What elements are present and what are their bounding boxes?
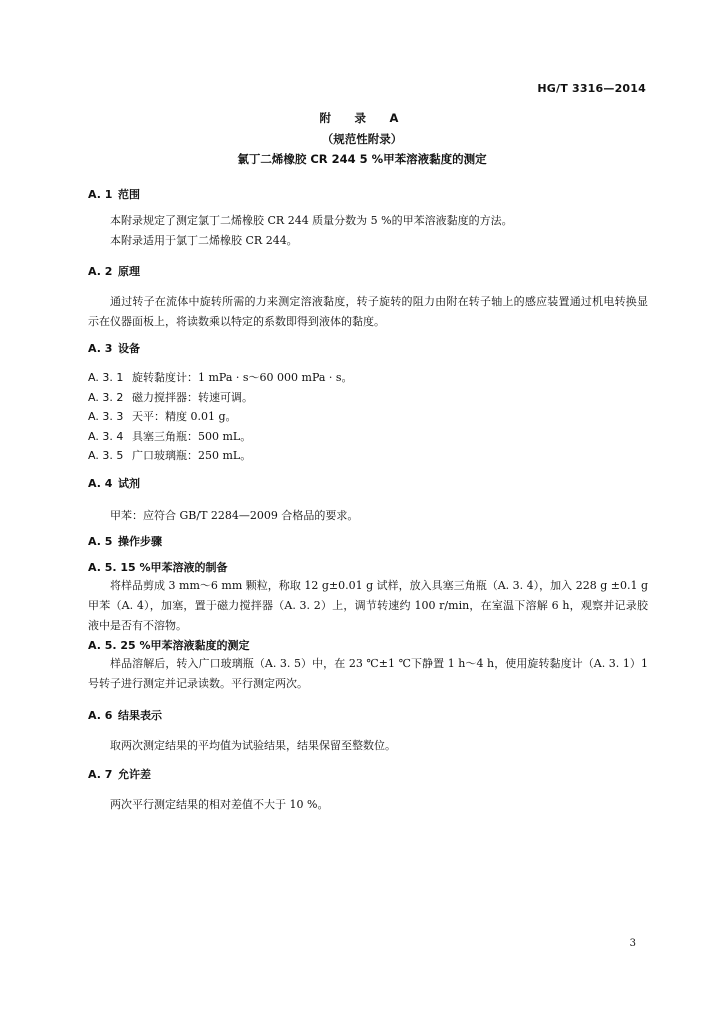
section-number: A. 6 <box>88 709 113 722</box>
item-number: A. 3. 4 <box>88 429 124 443</box>
paragraph: 本附录适用于氯丁二烯橡胶 CR 244。 <box>110 234 298 247</box>
item-number: A. 3. 2 <box>88 390 124 404</box>
section-heading <box>88 767 648 783</box>
section-heading <box>88 187 648 203</box>
section-number: A. 5 <box>88 535 113 548</box>
section-title: 允许差 <box>118 768 151 781</box>
section-heading <box>88 708 648 724</box>
section-title: 原理 <box>118 265 140 278</box>
equipment-item <box>88 388 648 408</box>
equipment-item <box>88 368 648 388</box>
section-title: 试剂 <box>118 477 140 490</box>
paragraph: 将样品剪成 3 mm～6 mm 颗粒，称取 12 g±0.01 g 试样，放入具塞三角瓶（A. 3. 4），加入 228 g ±0.1 g 甲苯（A. 4），加塞，置于磁力搅拌器（A. 3. 2）上，调节转速约 100 r/min，在室温下溶解 6 h，观察并记录胶液中是否有不溶物。 <box>88 579 648 632</box>
section-a2 <box>88 264 648 332</box>
equipment-item <box>88 427 648 447</box>
subsection-number: A. 5. 1 <box>88 561 129 574</box>
equipment-item <box>88 407 648 427</box>
paragraph: 取两次测定结果的平均值为试验结果，结果保留至整数位。 <box>110 739 396 752</box>
page-number: 3 <box>629 938 636 949</box>
section-number: A. 2 <box>88 265 113 278</box>
section-title: 设备 <box>118 342 140 355</box>
subsection-number: A. 5. 2 <box>88 639 129 652</box>
appendix-type: （规范性附录） <box>321 132 403 146</box>
item-number: A. 3. 1 <box>88 371 124 384</box>
paragraph: 甲苯：应符合 GB/T 2284—2009 合格品的要求。 <box>110 509 359 522</box>
section-number: A. 4 <box>88 477 113 490</box>
section-title: 操作步骤 <box>118 535 162 548</box>
paragraph: 两次平行测定结果的相对差值不大于 10 %。 <box>110 798 329 811</box>
item-number: A. 3. 3 <box>88 410 124 423</box>
section-a1 <box>88 187 648 251</box>
equipment-item <box>88 446 648 466</box>
subsection-title: 5 %甲苯溶液的制备 <box>128 561 228 574</box>
section-title: 结果表示 <box>118 709 162 722</box>
subsection-heading <box>88 638 648 654</box>
appendix-title: 氯丁二烯橡胶 CR 244 5 %甲苯溶液黏度的测定 <box>237 152 487 166</box>
section-number: A. 1 <box>88 188 113 201</box>
item-text: 磁力搅拌器：转速可调。 <box>132 390 253 404</box>
section-heading <box>88 534 648 550</box>
paragraph: 本附录规定了测定氯丁二烯橡胶 CR 244 质量分数为 5 %的甲苯溶液黏度的方法。 <box>110 214 513 227</box>
item-text: 具塞三角瓶：500 mL。 <box>132 429 252 443</box>
section-a4 <box>88 476 648 526</box>
item-text: 广口玻璃瓶：250 mL。 <box>132 449 252 462</box>
section-a5 <box>88 534 648 694</box>
item-number: A. 3. 5 <box>88 449 124 462</box>
section-a6 <box>88 708 648 756</box>
appendix-label: 附 录 A <box>319 111 405 125</box>
item-text: 旋转黏度计：1 mPa · s～60 000 mPa · s。 <box>132 371 353 384</box>
section-number: A. 3 <box>88 342 113 355</box>
paragraph: 样品溶解后，转入广口玻璃瓶（A. 3. 5）中，在 23 ℃±1 ℃下静置 1 h～4 h，使用旋转黏度计（A. 3. 1）1 号转子进行测定并记录读数。平行测定两次。 <box>88 657 648 690</box>
section-a7 <box>88 767 648 815</box>
section-heading <box>88 341 648 357</box>
section-a3 <box>88 341 648 466</box>
standard-code: HG/T 3316—2014 <box>537 82 646 95</box>
subsection-heading <box>88 560 648 576</box>
subsection-title: 5 %甲苯溶液黏度的测定 <box>128 639 250 652</box>
paragraph: 通过转子在流体中旋转所需的力来测定溶液黏度，转子旋转的阻力由附在转子轴上的感应装置通过机电转换显示在仪器面板上，将读数乘以特定的系数即得到液体的黏度。 <box>88 295 648 328</box>
section-heading <box>88 264 648 280</box>
section-title: 范围 <box>118 188 140 201</box>
item-text: 天平：精度 0.01 g。 <box>132 410 237 423</box>
section-number: A. 7 <box>88 768 113 781</box>
section-heading <box>88 476 648 492</box>
